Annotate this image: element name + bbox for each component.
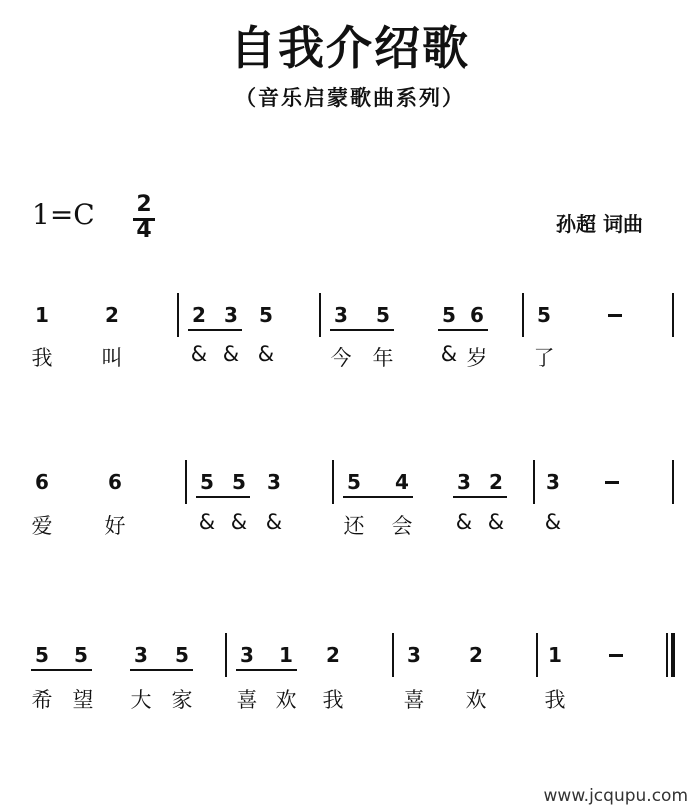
barline: [522, 293, 524, 337]
time-signature-bottom: 4: [136, 218, 152, 243]
note: 1: [548, 643, 562, 667]
lyric: 望: [72, 688, 94, 712]
note: 1: [35, 303, 49, 327]
song-title: 自我介绍歌: [230, 21, 470, 75]
note: 2: [469, 643, 483, 667]
lyric: 还: [343, 514, 365, 538]
eighth-underline: [330, 329, 394, 331]
watermark-url: www.jcqupu.com: [543, 786, 688, 806]
note: 2: [192, 303, 206, 327]
lyric: 大: [130, 688, 152, 712]
note: 6: [470, 303, 484, 327]
note: 5: [35, 643, 49, 667]
lyric: 会: [391, 514, 413, 538]
eighth-underline: [196, 496, 250, 498]
note: 3: [457, 470, 471, 494]
song-subtitle: （音乐启蒙歌曲系列）: [235, 86, 465, 110]
eighth-underline: [31, 669, 92, 671]
note: 5: [347, 470, 361, 494]
barline: [536, 633, 538, 677]
note: 2: [489, 470, 503, 494]
sustain-dash: [609, 654, 623, 657]
note: 6: [35, 470, 49, 494]
lyric: 我: [31, 346, 53, 370]
lyric: 了: [533, 346, 555, 370]
eighth-underline: [453, 496, 507, 498]
barline: [185, 460, 187, 504]
note: 3: [267, 470, 281, 494]
eighth-underline: [130, 669, 193, 671]
barline: [332, 460, 334, 504]
lyric: &: [222, 342, 240, 366]
barline: [225, 633, 227, 677]
lyric: 年: [372, 346, 394, 370]
lyric: &: [544, 510, 562, 534]
note: 3: [224, 303, 238, 327]
barline: [392, 633, 394, 677]
final-barline-thick: [671, 633, 675, 677]
lyric: 欢: [275, 688, 297, 712]
lyric: &: [487, 510, 505, 534]
lyric: 爱: [31, 514, 53, 538]
lyric: 岁: [466, 346, 488, 370]
lyric: 我: [544, 688, 566, 712]
lyric: &: [190, 342, 208, 366]
lyric: 家: [171, 688, 193, 712]
barline: [672, 293, 674, 337]
lyric: &: [455, 510, 473, 534]
lyric: &: [230, 510, 248, 534]
sustain-dash: [608, 314, 622, 317]
note: 6: [108, 470, 122, 494]
lyric: 好: [104, 514, 126, 538]
note: 3: [240, 643, 254, 667]
lyric: &: [265, 510, 283, 534]
note: 2: [105, 303, 119, 327]
note: 3: [134, 643, 148, 667]
eighth-underline: [438, 329, 488, 331]
barline: [177, 293, 179, 337]
eighth-underline: [343, 496, 413, 498]
lyric: &: [440, 342, 458, 366]
lyric: &: [257, 342, 275, 366]
eighth-underline: [188, 329, 242, 331]
key-signature: 1=C: [32, 198, 95, 231]
lyric: 希: [31, 688, 53, 712]
note: 5: [537, 303, 551, 327]
note: 3: [334, 303, 348, 327]
note: 1: [279, 643, 293, 667]
note: 3: [546, 470, 560, 494]
note: 2: [326, 643, 340, 667]
note: 4: [395, 470, 409, 494]
lyric: 喜: [236, 688, 258, 712]
lyric: 叫: [101, 346, 123, 370]
note: 5: [175, 643, 189, 667]
note: 5: [376, 303, 390, 327]
note: 5: [232, 470, 246, 494]
barline: [533, 460, 535, 504]
barline: [672, 460, 674, 504]
lyric: 欢: [465, 688, 487, 712]
eighth-underline: [236, 669, 297, 671]
barline: [319, 293, 321, 337]
lyric: &: [198, 510, 216, 534]
note: 5: [74, 643, 88, 667]
sustain-dash: [605, 481, 619, 484]
final-barline-thin: [666, 633, 668, 677]
note: 5: [259, 303, 273, 327]
note: 3: [407, 643, 421, 667]
lyric: 今: [330, 346, 352, 370]
composer-credit: 孙超 词曲: [556, 212, 643, 236]
lyric: 喜: [403, 688, 425, 712]
lyric: 我: [322, 688, 344, 712]
time-signature-top: 2: [136, 192, 152, 217]
note: 5: [442, 303, 456, 327]
note: 5: [200, 470, 214, 494]
